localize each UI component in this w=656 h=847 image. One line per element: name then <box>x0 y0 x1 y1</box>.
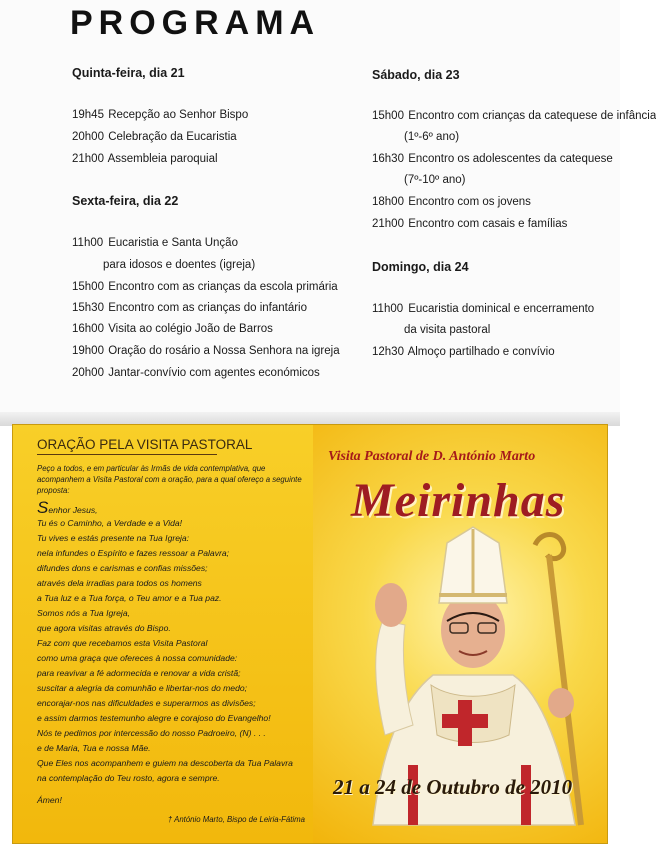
prayer-line: Faz com que recebamos esta Visita Pastoral <box>37 638 208 648</box>
schedule-item-continuation: (7º-10º ano) <box>404 174 466 186</box>
schedule-item: 16h00 Visita ao colégio João de Barros <box>72 323 273 335</box>
prayer-line: que agora visitas através do Bispo. <box>37 623 171 633</box>
programa-page <box>0 0 656 412</box>
prayer-line: Somos nós a Tua Igreja, <box>37 608 130 618</box>
prayer-line: e de Maria, Tua e nossa Mãe. <box>37 743 151 753</box>
programa-title: PROGRAMA <box>70 4 321 42</box>
schedule-item: 21h00 Encontro com casais e famílias <box>372 218 568 230</box>
schedule-item: 12h30 Almoço partilhado e convívio <box>372 346 555 358</box>
schedule-item: 21h00 Assembleia paroquial <box>72 153 218 165</box>
schedule-item: 20h00 Jantar-convívio com agentes económicos <box>72 367 320 379</box>
schedule-item: 16h30 Encontro os adolescentes da catequese <box>372 153 613 165</box>
day-friday: Sexta-feira, dia 22 <box>72 194 179 208</box>
day-saturday: Sábado, dia 23 <box>372 68 460 82</box>
prayer-line: como uma graça que ofereces à nossa comunidade: <box>37 653 238 663</box>
prayer-line: para reavivar a fé adormecida e renovar a vida cristã; <box>37 668 241 678</box>
schedule-item: 18h00 Encontro com os jovens <box>372 196 531 208</box>
schedule-item: 15h00 Encontro com as crianças da escola primária <box>72 281 338 293</box>
prayer-line: Tu vives e estás presente na Tua Igreja: <box>37 533 190 543</box>
schedule-item-continuation: da visita pastoral <box>404 324 491 336</box>
poster-panel <box>313 425 607 843</box>
schedule-item: 19h45 Recepção ao Senhor Bispo <box>72 109 249 121</box>
prayer-title: ORAÇÃO PELA VISITA PASTORAL <box>37 437 252 455</box>
leaflet <box>12 424 608 844</box>
prayer-line: Senhor Jesus, <box>37 498 98 517</box>
schedule-item-continuation: (1º-6º ano) <box>404 131 460 143</box>
prayer-dropcap: S <box>37 498 49 517</box>
prayer-line: nela infundes o Espírito e fazes ressoar a Palavra; <box>37 548 230 558</box>
schedule-item: 11h00 Eucaristia e Santa Unção <box>72 237 238 249</box>
prayer-line: Ámen! <box>37 795 62 805</box>
prayer-line: e assim darmos testemunho alegre e corajoso do Evangelho! <box>37 713 271 723</box>
prayer-line: Que Eles nos acompanhem e guiem na descoberta da Tua Palavra <box>37 758 293 768</box>
schedule-item: 15h30 Encontro com as crianças do infantário <box>72 302 307 314</box>
prayer-line: Tu és o Caminho, a Verdade e a Vida! <box>37 518 183 528</box>
prayer-panel <box>13 425 313 843</box>
prayer-signature: † António Marto, Bispo de Leiria-Fátima <box>167 815 305 824</box>
schedule-item: 11h00 Eucaristia dominical e encerramento <box>372 303 595 315</box>
poster-place: Meirinhas <box>351 474 566 527</box>
prayer-line: difundes dons e carismas e confias missões; <box>37 563 208 573</box>
prayer-line: a Tua luz e a Tua força, o Teu amor e a Tua paz. <box>37 593 222 603</box>
prayer-line: encorajar-nos nas dificuldades e superarmos as divisões; <box>37 698 256 708</box>
schedule-item: 20h00 Celebração da Eucaristia <box>72 131 237 143</box>
day-sunday: Domingo, dia 24 <box>372 260 469 274</box>
day-thursday: Quinta-feira, dia 21 <box>72 66 185 80</box>
prayer-line: suscitar a alegria da comunhão e libertar-nos do medo; <box>37 683 248 693</box>
prayer-intro: Peço a todos, e em particular às Irmãs de vida contemplativa, que acompanhem a Visita Pastoral com a oração, para a qual ofereço a seguinte proposta: <box>37 464 302 495</box>
schedule-item-continuation: para idosos e doentes (igreja) <box>103 259 256 271</box>
poster-heading: Visita Pastoral de D. António Marto <box>328 449 536 464</box>
schedule-item: 19h00 Oração do rosário a Nossa Senhora na igreja <box>72 345 340 357</box>
prayer-line: Nós te pedimos por intercessão do nosso Padroeiro, (N) . . . <box>37 728 266 738</box>
prayer-line: na contemplação do Teu rosto, agora e sempre. <box>37 773 220 783</box>
poster-dates: 21 a 24 de Outubro de 2010 <box>333 775 573 799</box>
prayer-line: através dela irradias para todos os homens <box>37 578 202 588</box>
schedule-item: 15h00 Encontro com crianças da catequese de infância <box>372 110 656 122</box>
